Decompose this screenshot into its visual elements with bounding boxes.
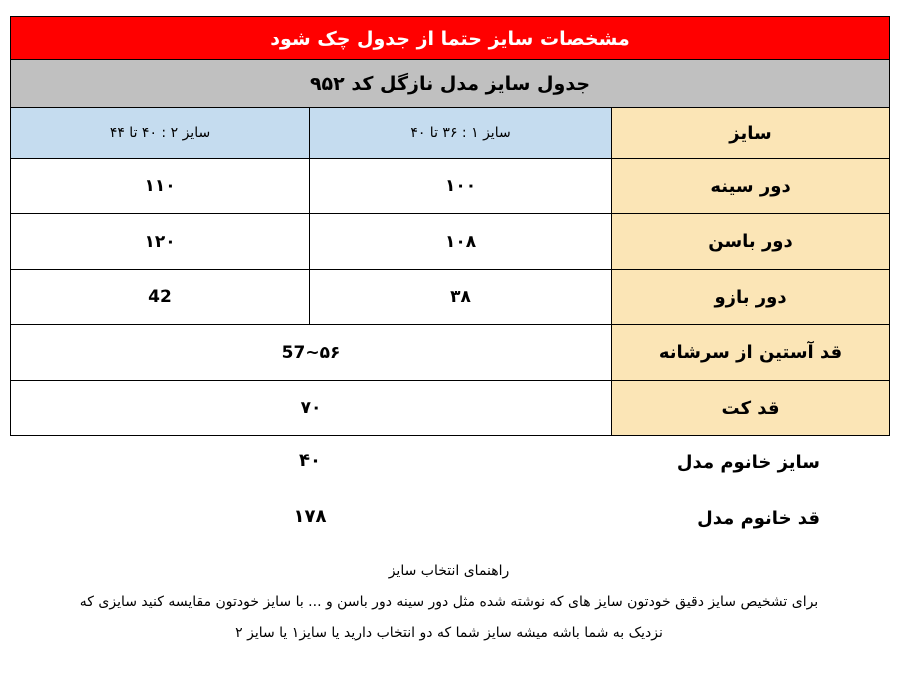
- table-cell-merged: ۷۰: [10, 381, 612, 436]
- model-size-label: سایز خانوم مدل: [676, 452, 820, 473]
- model-size-value: ۴۰: [299, 450, 321, 471]
- title-banner: مشخصات سایز حتما از جدول چک شود: [10, 16, 890, 60]
- row-label: دور سینه: [612, 159, 890, 214]
- table-cell: ۱۰۰: [310, 159, 612, 214]
- row-label: دور بازو: [612, 270, 890, 325]
- table-cell-merged: ۵۶~57: [10, 325, 612, 381]
- guide-title: راهنمای انتخاب سایز: [388, 563, 510, 579]
- model-height-label: قد خانوم مدل: [697, 508, 820, 529]
- table-cell: ۱۲۰: [10, 214, 310, 270]
- table-cell: ۱۰۸: [310, 214, 612, 270]
- guide-text-line1: برای تشخیص سایز دقیق خودتون سایز های که نوشته شده مثل دور سینه دور باسن و ... با سایز خودتون مقایسه کنید سایزی که: [79, 594, 819, 610]
- table-cell: ۳۸: [310, 270, 612, 325]
- header-label: سایز: [612, 108, 890, 159]
- row-label: قد آستین از سرشانه: [612, 325, 890, 381]
- row-label: قد کت: [612, 381, 890, 436]
- table-subtitle: جدول سایز مدل نازگل کد ۹۵۲: [10, 60, 890, 108]
- model-height-value: ۱۷۸: [293, 506, 327, 527]
- row-label: دور باسن: [612, 214, 890, 270]
- table-cell: ۱۱۰: [10, 159, 310, 214]
- table-cell: 42: [10, 270, 310, 325]
- header-size1: سایز ۱ : ۳۶ تا ۴۰: [310, 108, 612, 159]
- header-size2: سایز ۲ : ۴۰ تا ۴۴: [10, 108, 310, 159]
- guide-text-line2: نزدیک به شما باشه میشه سایز شما که دو انتخاب دارید یا سایز۱ یا سایز ۲: [235, 625, 663, 641]
